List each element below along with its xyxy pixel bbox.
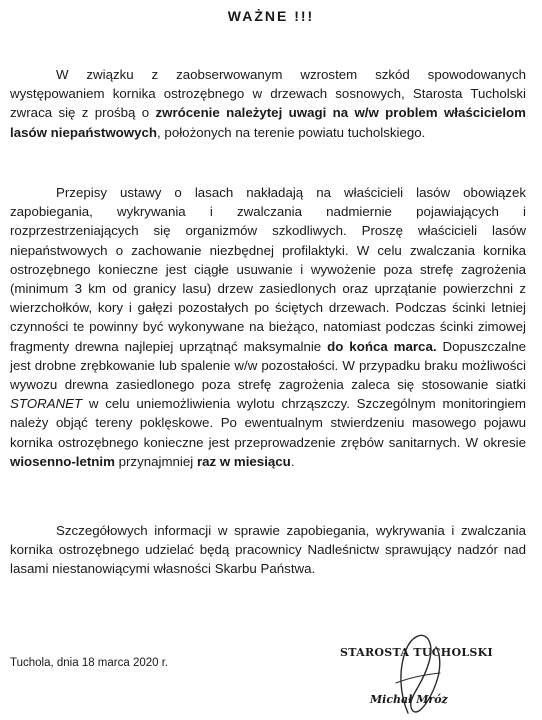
- text-run: w celu uniemożliwienia wylotu chrząszczy. Szczególnym monitoringiem należy objąć tereny poklęskowe. Po ewentualnym stwierdzeniu masowego pojawu kornika ostrozębnego konieczne jest przeprowadzenie zrębów sanitarnych. W okresie: [10, 396, 526, 450]
- paragraph-contact: [10, 521, 526, 579]
- text-run: Dopuszczalne jest drobne zrębkowanie lub spalenie w/w pozostałości. W przypadku braku możliwości wywozu drewna zasiedlonego poza strefę zagrożenia zaleca się stosowanie siatki: [10, 338, 526, 393]
- document-date: Tuchola, dnia 18 marca 2020 r.: [10, 657, 169, 669]
- text-run: Szczegółowych informacji w sprawie zapobiegania, wykrywania i zwalczania kornika ostrozębnego udzielać będą pracownicy Nadleśnictw sprawujący nadzór nad lasami niestanowiącymi własności Skarbu Państwa.: [10, 523, 526, 577]
- text-run: przynajmniej: [114, 453, 197, 469]
- emphasis-bold: do końca marca.: [327, 338, 437, 354]
- emphasis-bold: raz w miesiącu: [196, 453, 291, 469]
- emphasis-bold: wiosenno-letnim: [10, 453, 115, 469]
- text-run: W związku z zaobserwowanym wzrostem szkód spowodowanych występowaniem kornika ostrozębnego w drzewach sosnowych, Starosta Tucholski zwraca się z prośbą o: [10, 67, 526, 121]
- paragraph-regulations: [10, 183, 526, 471]
- emphasis-bold: zwrócenie należytej uwagi na w/w problem właścicielom lasów niepaństwowych: [10, 105, 526, 140]
- stamp-title: STAROSTA TUCHOLSKI: [340, 646, 493, 659]
- text-run: , położonych na terenie powiatu tucholskiego.: [157, 124, 426, 140]
- document-title: WAŻNE !!!: [227, 8, 315, 24]
- paragraph-intro: [10, 65, 526, 142]
- emphasis-italic: STORANET: [10, 396, 83, 412]
- text-run: .: [290, 453, 295, 469]
- stamp-name: Michał Mróz: [370, 693, 448, 706]
- text-run: Przepisy ustawy o lasach nakładają na właścicieli lasów obowiązek zapobiegania, wykrywania i zwalczania nadmiernie pojawiających i rozprzestrzeniających się organizmów szkodliwych. Proszę właścicieli lasów niepaństwowych o zachowanie niezbędnej profilaktyki. W celu zwalczania kornika ostrozębnego konieczne jest ciągłe usuwanie i wywożenie poza strefę zagrożenia (minimum 3 km od granicy lasu) drzew zasiedlonych oraz uprzątanie powierzchni z wierzchołków, kory i gałęzi pozostałych po ściętych drzewach. Podczas ścinki letniej czynności te powinny być wykonywane na bieżąco, natomiast podczas ścinki zimowej fragmenty drewna najlepiej uprzątnąć maksymalnie: [10, 185, 526, 354]
